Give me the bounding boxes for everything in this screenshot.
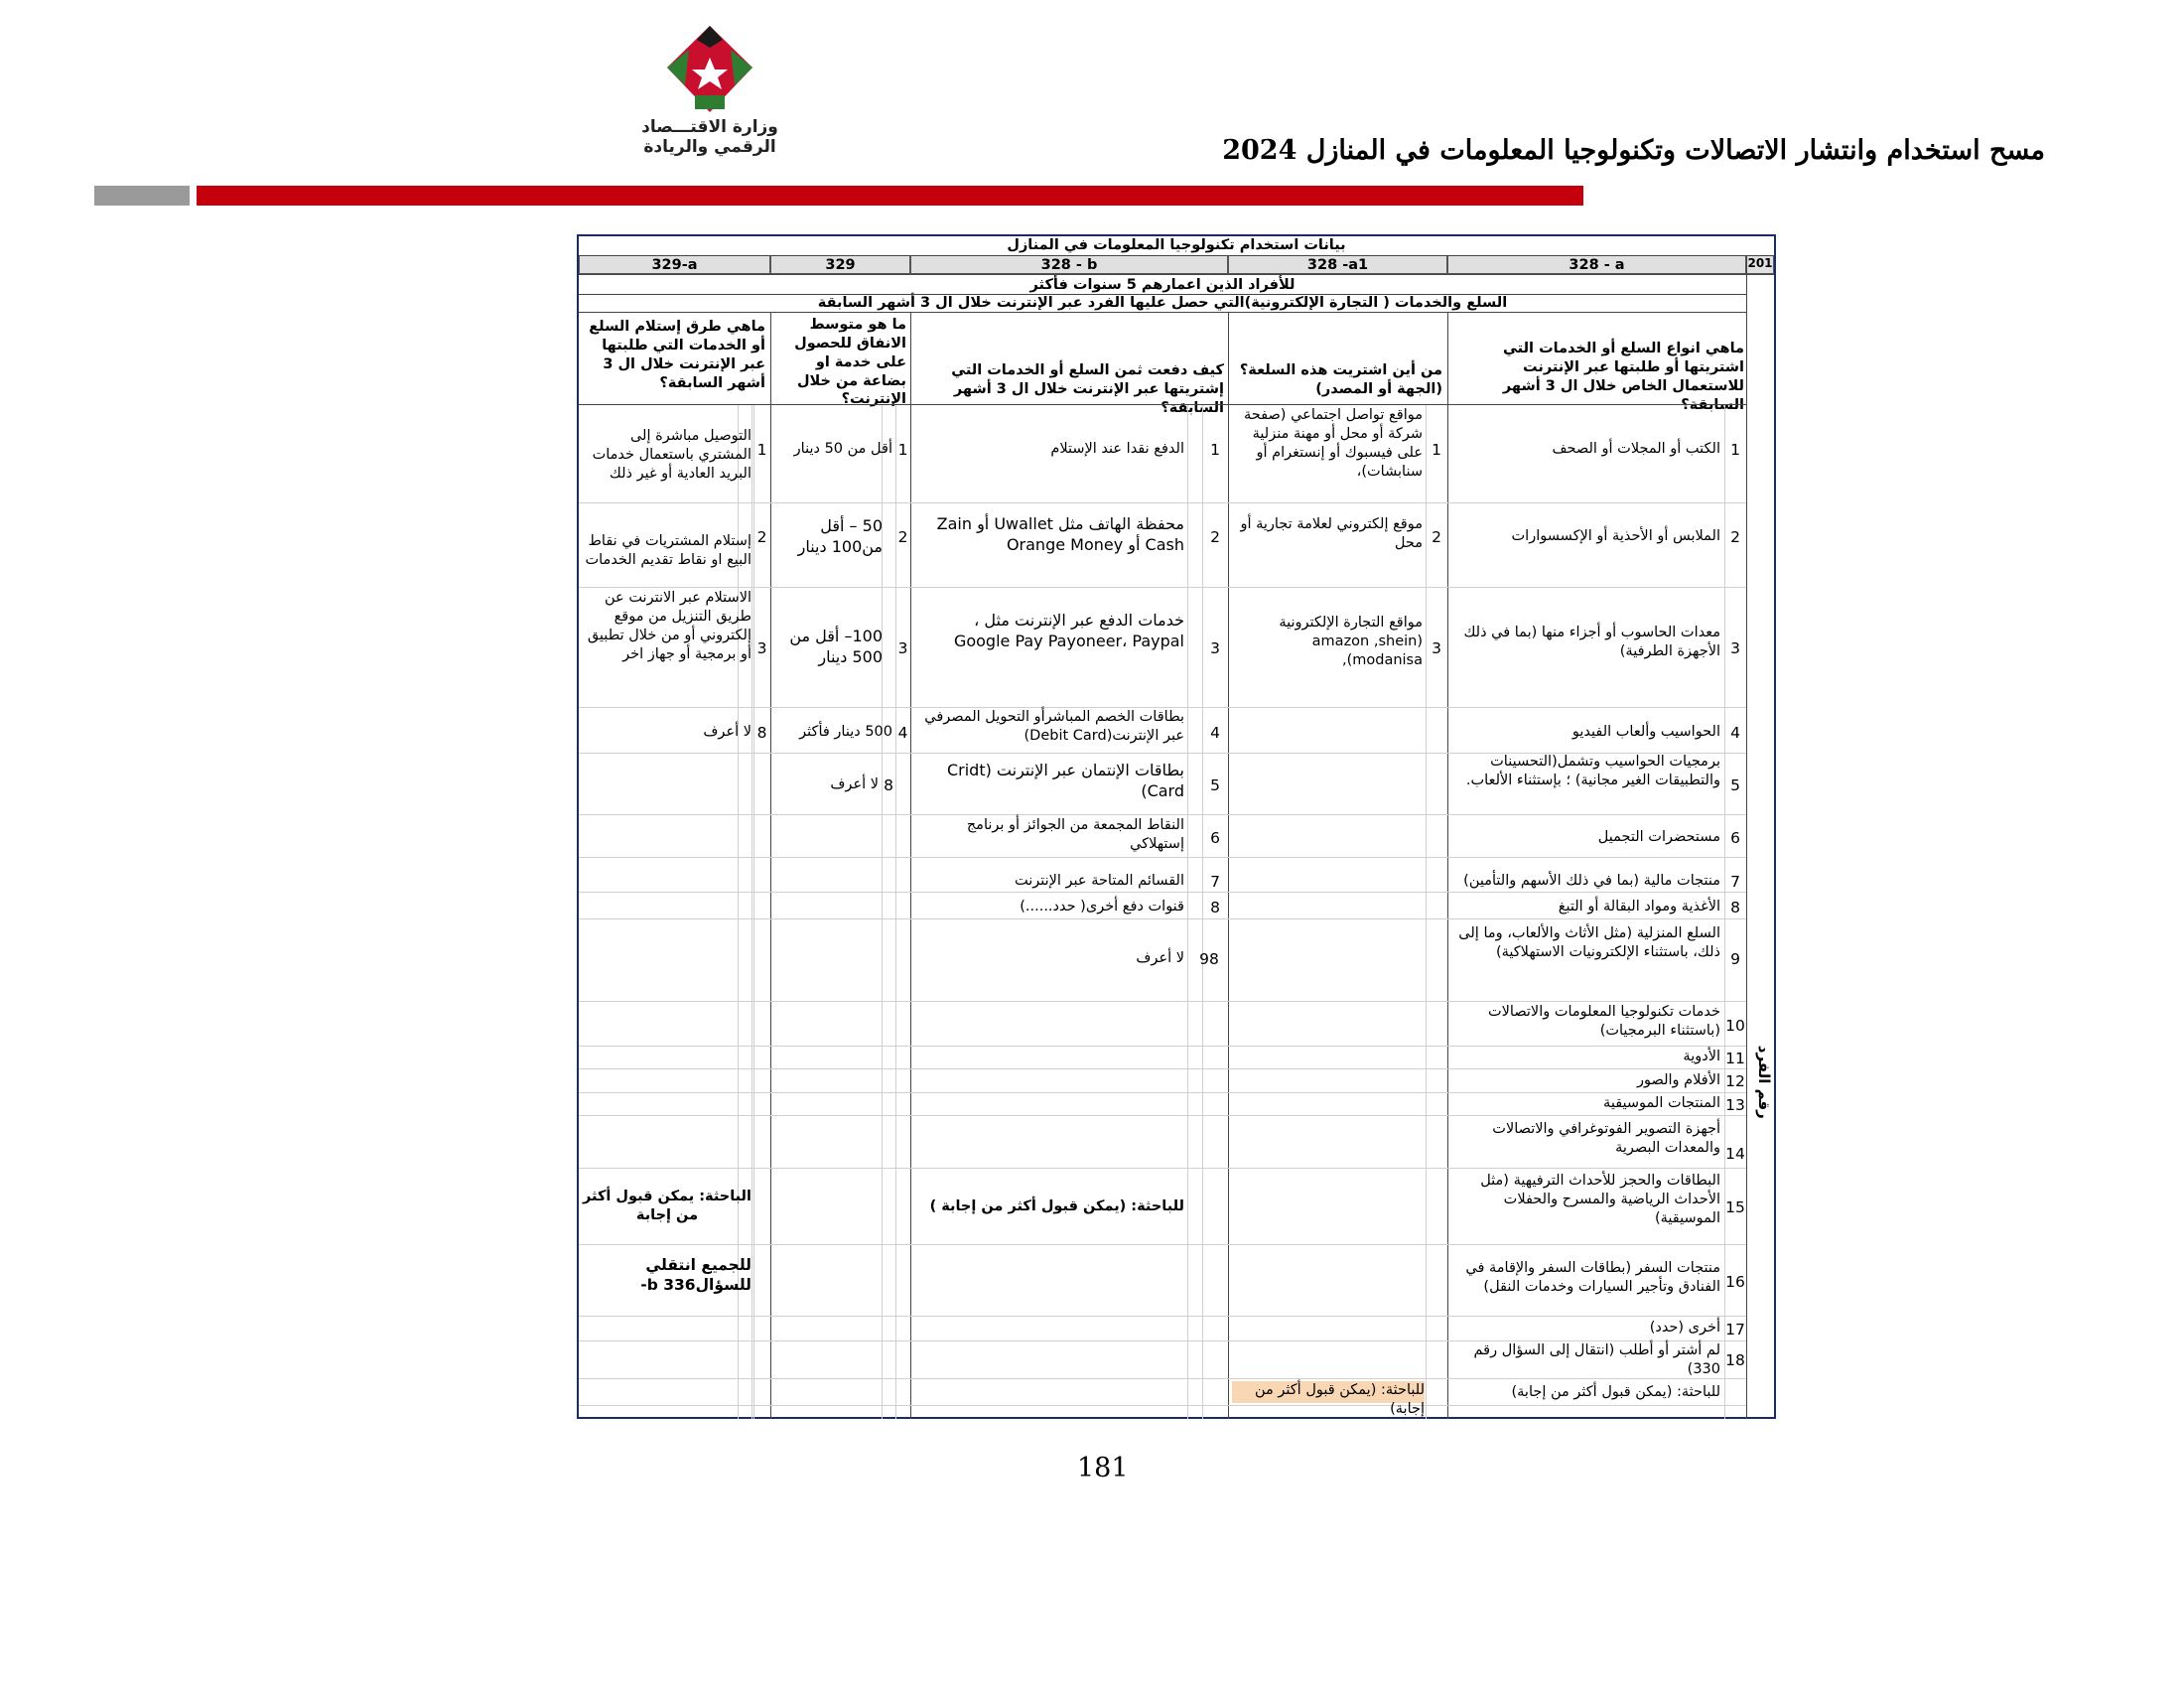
payment-item: خدمات الدفع عبر الإنترنت مثل ، Google Pay Payoneer، Paypal [953, 611, 1184, 650]
spending-item: أقل من 50 دينار [793, 441, 892, 457]
goods-item: منتجات مالية (بما في ذلك الأسهم والتأمين) [1463, 873, 1720, 889]
goods-code: 8 [1730, 899, 1740, 916]
goods-code: 12 [1725, 1072, 1745, 1090]
ministry-name: وزارة الاقتـــصاد الرقمي والريادة [641, 117, 778, 157]
payment-item: قنوات دفع أخرى( حدد......) [1020, 899, 1184, 914]
question-328a1: من أين اشتريت هذه السلعة؟ (الجهة أو المصدر) [1239, 362, 1442, 397]
code-328a: 328 - a [1447, 255, 1746, 274]
payment-code: 7 [1210, 873, 1220, 891]
goods-code: 18 [1725, 1351, 1745, 1369]
spending-code: 3 [897, 639, 908, 657]
source-code: 2 [1432, 528, 1441, 546]
source-code: 1 [1432, 441, 1441, 459]
delivery-item: لا أعرف [703, 724, 751, 740]
spending-item: لا أعرف [830, 776, 879, 792]
question-329: ما هو متوسط الانفاق للحصول على خدمة او بضاعة من خلال الإنترنت؟ [794, 317, 906, 408]
payment-code: 2 [1210, 528, 1220, 546]
goods-item: السلع المنزلية (مثل الأثاث والألعاب، وما إلى ذلك، باستثناء الإلكترونيات الاستهلاكية) [1458, 925, 1720, 960]
table-title: بيانات استخدام تكنولوجيا المعلومات في المنازل [1007, 237, 1346, 253]
spending-code: 4 [897, 724, 908, 742]
person-number-label: رقم الفرد [1754, 1045, 1773, 1119]
delivery-code: 2 [756, 528, 767, 546]
payment-item: القسائم المتاحة عبر الإنترنت [1014, 873, 1184, 889]
code-201: 201 [1746, 255, 1774, 274]
payment-item: بطاقات الخصم المباشرأو التحويل المصرفي عبر الإنترنت(Debit Card) [924, 709, 1184, 744]
section-label: السلع والخدمات ( التجارة الإلكترونية)التي حصل عليها الفرد عبر الإنترنت خلال ال 3 أشهر السابقة [817, 295, 1508, 311]
goods-code: 16 [1725, 1273, 1745, 1291]
goods-item: أجهزة التصوير الفوتوغرافي والاتصالات والمعدات البصرية [1492, 1121, 1720, 1156]
goods-item: خدمات تكنولوجيا المعلومات والاتصالات (باستثناء البرمجيات) [1487, 1004, 1720, 1039]
goods-item: المنتجات الموسيقية [1603, 1095, 1720, 1111]
goods-item: الملابس أو الأحذية أو الإكسسوارات [1511, 528, 1720, 544]
payments-note: للباحثة: (يمكن قبول أكثر من إجابة ) [929, 1198, 1184, 1214]
goods-item: برمجيات الحواسيب وتشمل(التحسينات والتطبيقات الغير مجانية) ؛ بإستثناء الألعاب. [1465, 754, 1720, 788]
payment-code: 4 [1210, 724, 1220, 742]
source-code: 3 [1432, 639, 1441, 657]
delivery-item: الاستلام عبر الانترنت عن طريق التنزيل من موقع إلكتروني أو من خلال تطبيق أو برمجية أو جهاز اخر [587, 590, 751, 662]
spending-code: 2 [897, 528, 908, 546]
source-item: موقع إلكتروني لعلامة تجارية أو محل [1240, 516, 1423, 551]
delivery-code: 8 [756, 724, 767, 742]
skip-instruction: للجميع انتقلي للسؤال336 b- [640, 1256, 751, 1295]
goods-item: معدات الحاسوب أو أجزاء منها (بما في ذلك الأجهزة الطرفية) [1463, 625, 1720, 659]
sources-note: للباحثة: (يمكن قبول أكثر من إجابة) [1232, 1381, 1425, 1403]
question-329a: ماهي طرق إستلام السلع أو الخدمات التي طلبتها عبر الإنترنت خلال ال 3 أشهر السابقة؟ [589, 319, 765, 391]
payment-code: 3 [1210, 639, 1220, 657]
goods-item: منتجات السفر (بطاقات السفر والإقامة في الفنادق وتأجير السيارات وخدمات النقل) [1465, 1260, 1720, 1295]
goods-item: الأغذية ومواد البقالة أو التبغ [1558, 899, 1720, 914]
payment-code: 8 [1210, 899, 1220, 916]
payment-item: بطاقات الإنتمان عبر الإنترنت (Cridt Card) [946, 761, 1184, 800]
spending-item: 500 دينار فأكثر [799, 724, 892, 740]
payment-code: 1 [1210, 441, 1220, 459]
payment-code: 98 [1199, 950, 1219, 968]
payment-code: 6 [1210, 829, 1220, 847]
goods-code: 10 [1725, 1017, 1745, 1035]
questionnaire-table [577, 234, 1776, 1419]
population-label: للأفراد الذين اعمارهم 5 سنوات فأكثر [1029, 277, 1296, 293]
page-number: 181 [1077, 1453, 1129, 1483]
payment-item: النقاط المجمعة من الجوائز أو برنامج إستهلاكي [966, 817, 1184, 852]
question-328a: ماهي انواع السلع أو الخدمات التي اشتريتها أو طلبتها عبر الإنترنت للاستعمال الخاص خلال ال 3 أشهر السابقة؟ [1502, 341, 1744, 413]
source-item: مواقع تواصل اجتماعي (صفحة شركة أو محل أو مهنة منزلية على فيسبوك أو إنستغرام أو سنابشات)، [1244, 407, 1423, 480]
payment-item: محفظة الهاتف مثل Uwallet أو Zain Cash أو Orange Money [936, 514, 1184, 554]
delivery-item: إستلام المشتريات في نقاط البيع او نقاط تقديم الخدمات [585, 533, 751, 568]
goods-code: 2 [1730, 528, 1740, 546]
goods-note: للباحثة: (يمكن قبول أكثر من إجابة) [1511, 1384, 1720, 1400]
delivery-item: التوصيل مباشرة إلى المشتري باستعمال خدمات البريد العادية أو غير ذلك [592, 428, 751, 482]
delivery-note: الباحثة: يمكن قبول أكثر من إجابة [583, 1189, 751, 1223]
code-329a: 329-a [579, 255, 770, 274]
goods-code: 15 [1725, 1198, 1745, 1216]
delivery-code: 1 [756, 441, 767, 459]
spending-code: 8 [884, 776, 893, 794]
spending-code: 1 [897, 441, 908, 459]
goods-item: لم أشتر أو أطلب (انتقال إلى السؤال رقم 330) [1473, 1342, 1720, 1377]
code-329: 329 [770, 255, 910, 274]
code-328b: 328 - b [910, 255, 1228, 274]
goods-item: مستحضرات التجميل [1597, 829, 1720, 845]
goods-code: 1 [1730, 441, 1740, 459]
goods-item: الحواسيب وألعاب الفيديو [1571, 724, 1720, 740]
delivery-code: 3 [756, 639, 767, 657]
goods-code: 9 [1730, 950, 1740, 968]
goods-code: 3 [1730, 639, 1740, 657]
goods-item: البطاقات والحجز للأحداث الترفيهية (مثل الأحداث الرياضية والمسرح والحفلات الموسيقية) [1480, 1173, 1720, 1226]
code-328a1: 328 -a1 [1228, 255, 1447, 274]
spending-item: 50 – أقل من100 دينار [797, 516, 883, 556]
goods-item: الأفلام والصور [1637, 1072, 1720, 1088]
source-item: مواقع التجارة الإلكترونية amazon ,shein) (modanisa, [1279, 615, 1423, 668]
goods-code: 6 [1730, 829, 1740, 847]
goods-code: 4 [1730, 724, 1740, 742]
goods-code: 7 [1730, 873, 1740, 891]
header-bar-red [197, 186, 1583, 206]
goods-item: الكتب أو المجلات أو الصحف [1552, 441, 1720, 457]
goods-item: الأدوية [1683, 1049, 1720, 1064]
header-bar-gray [94, 186, 190, 206]
payment-item: لا أعرف [1136, 950, 1184, 966]
payment-item: الدفع نقدا عند الإستلام [1050, 441, 1184, 457]
goods-code: 13 [1725, 1096, 1745, 1114]
question-328b: كيف دفعت ثمن السلع أو الخدمات التي إشتريتها عبر الإنترنت خلال ال 3 أشهر السابقة؟ [951, 362, 1224, 416]
goods-code: 11 [1725, 1050, 1745, 1067]
payment-code: 5 [1210, 776, 1220, 794]
document-title: مسح استخدام وانتشار الاتصالات وتكنولوجيا المعلومات في المنازل 2024 [1222, 135, 2045, 166]
goods-code: 5 [1730, 776, 1740, 794]
spending-item: 100– أقل من 500 دينار [789, 627, 883, 666]
goods-code: 14 [1725, 1145, 1745, 1163]
goods-code: 17 [1725, 1321, 1745, 1338]
goods-item: أخرى (حدد) [1649, 1320, 1720, 1336]
